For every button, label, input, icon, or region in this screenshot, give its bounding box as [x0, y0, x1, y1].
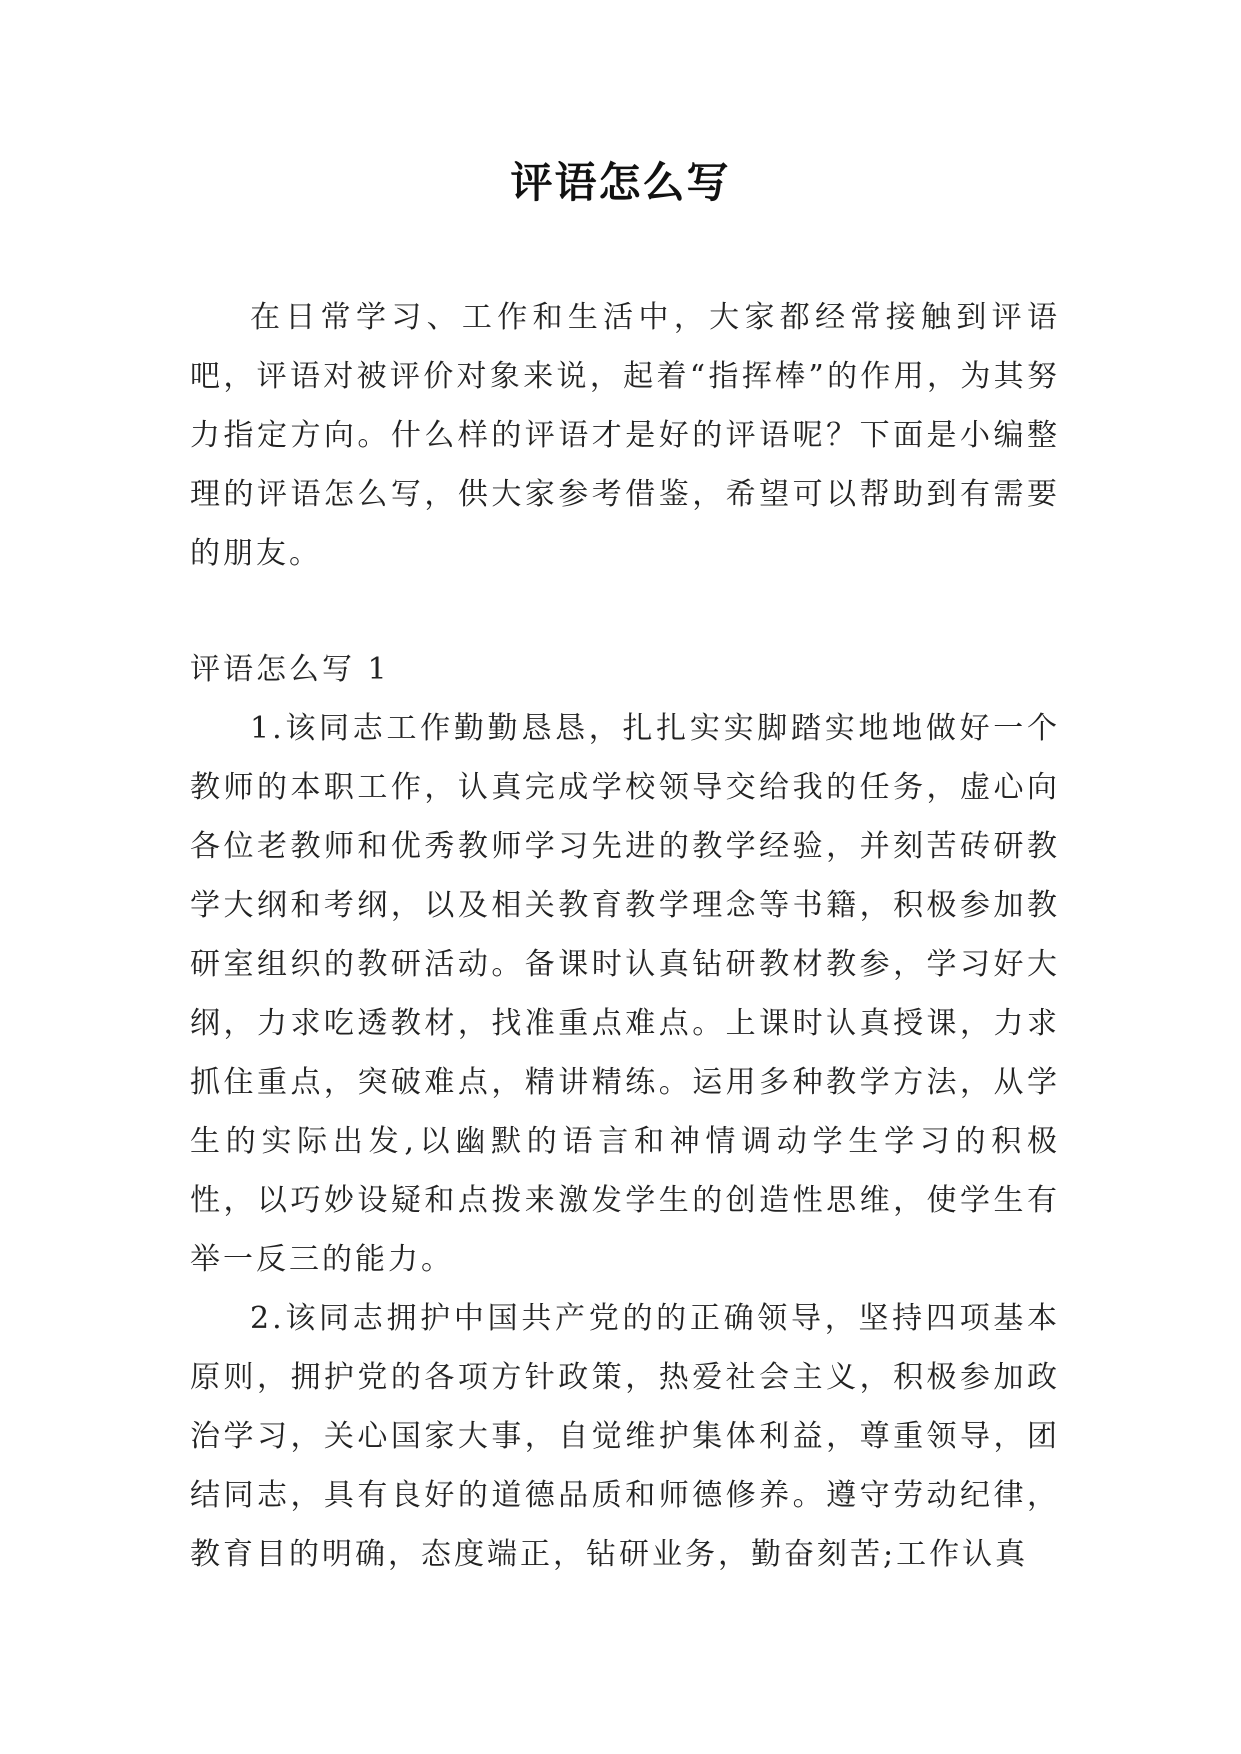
intro-paragraph: 在日常学习、工作和生活中，大家都经常接触到评语吧，评语对被评价对象来说，起着“指挥棒”的作用，为其努力指定方向。什么样的评语才是好的评语呢？下面是小编整理的评语怎么写，供大家参考借鉴，希望可以帮助到有需要的朋友。	[190, 300, 1060, 571]
section-1	[190, 640, 1060, 1584]
intro-block	[190, 288, 1060, 583]
section-paragraph-1: 1.该同志工作勤勤恳恳，扎扎实实脚踏实地地做好一个教师的本职工作，认真完成学校领导交给我的任务，虚心向各位老教师和优秀教师学习先进的教学经验，并刻苦砖研教学大纲和考纲，以及相关教育教学理念等书籍，积极参加教研室组织的教研活动。备课时认真钻研教材教参，学习好大纲，力求吃透教材，找准重点难点。上课时认真授课，力求抓住重点，突破难点，精讲精练。运用多种教学方法，从学生的实际出发,以幽默的语言和神情调动学生学习的积极性，以巧妙设疑和点拨来激发学生的创造性思维，使学生有举一反三的能力。	[190, 711, 1060, 1277]
section-paragraph-2: 2.该同志拥护中国共产党的的正确领导，坚持四项基本原则，拥护党的各项方针政策，热爱社会主义，积极参加政治学习，关心国家大事，自觉维护集体利益，尊重领导，团结同志，具有良好的道德品质和师德修养。遵守劳动纪律，教育目的明确，态度端正，钻研业务，勤奋刻苦;工作认真	[190, 1301, 1060, 1572]
document-title: 评语怎么写	[510, 158, 731, 207]
section-heading: 评语怎么写 1	[190, 652, 390, 687]
